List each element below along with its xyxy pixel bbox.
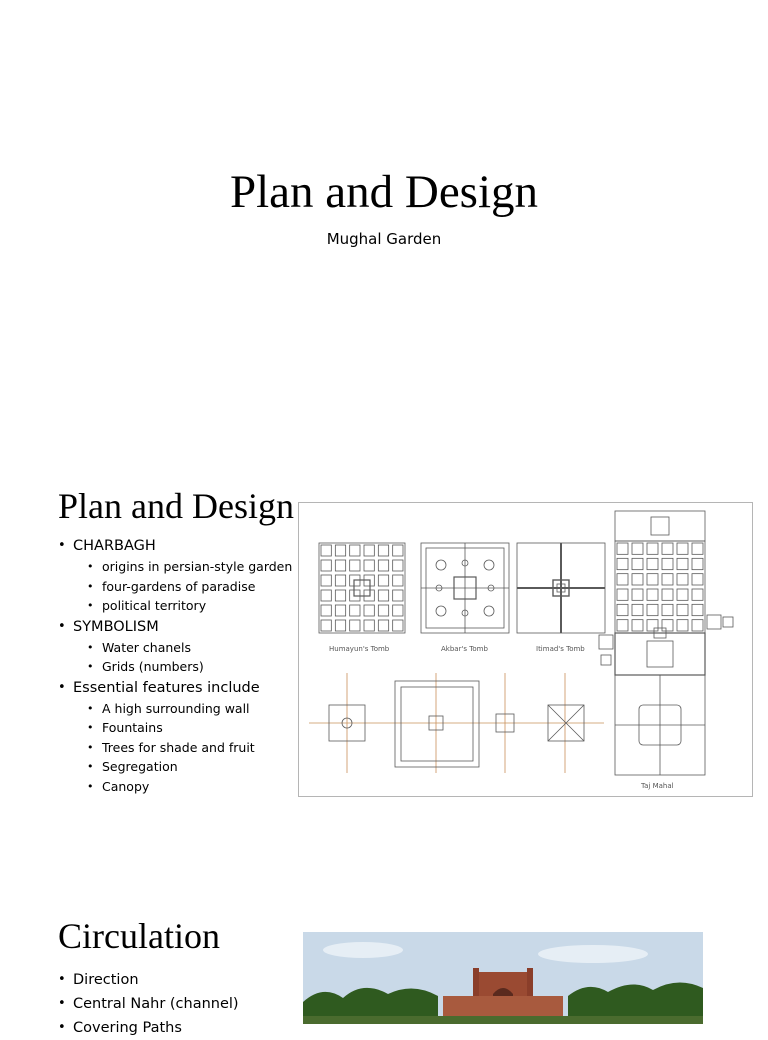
plan-grid-cell xyxy=(378,560,388,571)
plan-grid-cell xyxy=(647,620,658,631)
plan-grid-cell xyxy=(364,605,374,616)
sub-bullet-item xyxy=(87,718,292,738)
lower-plans xyxy=(309,673,604,773)
plan-grid-cell xyxy=(364,560,374,571)
sub-bullet-label: A high surrounding wall xyxy=(102,700,250,716)
plan-grid-cell xyxy=(617,604,628,615)
bullet-item xyxy=(58,968,239,992)
circulation-slide xyxy=(0,864,768,1036)
plan-grid-cell xyxy=(692,558,703,569)
plan-grid-cell xyxy=(632,604,643,615)
plan-grid-cell xyxy=(617,620,628,631)
sub-bullet-item xyxy=(87,577,292,597)
plan-grid-cell xyxy=(692,604,703,615)
plan-grid-cell xyxy=(321,620,331,631)
bullet-icon: • xyxy=(58,1020,66,1035)
taj-mahal-plan xyxy=(599,511,733,775)
plan-grid-cell xyxy=(378,590,388,601)
bullet-label: SYMBOLISM xyxy=(73,618,159,635)
plan-grid-cell xyxy=(350,620,360,631)
plan-grid-cell xyxy=(378,620,388,631)
plan-grid-cell xyxy=(617,589,628,600)
bullet-label: Direction xyxy=(73,972,139,988)
sub-bullet-list xyxy=(58,699,292,797)
sub-bullet-label: Canopy xyxy=(102,778,150,794)
bullet-icon: • xyxy=(87,599,94,612)
plan-grid-cell xyxy=(692,620,703,631)
plan-grid-cell xyxy=(677,558,688,569)
plan-grid-cell xyxy=(393,575,403,586)
plan-grid-cell xyxy=(677,589,688,600)
slide-subtitle: Mughal Garden xyxy=(326,230,442,248)
bullet-icon: • xyxy=(58,618,66,634)
slide-title: Plan and Design xyxy=(58,486,294,526)
sub-bullet-list xyxy=(58,557,292,616)
plan-design-slide xyxy=(0,432,768,864)
plan-grid-cell xyxy=(662,543,673,554)
plan-grid-cell xyxy=(677,574,688,585)
plan-grid-cell xyxy=(393,620,403,631)
plan-grid-cell xyxy=(393,590,403,601)
sub-bullet-label: Trees for shade and fruit xyxy=(102,739,255,755)
sub-bullet-item xyxy=(87,777,292,797)
sub-bullet-item xyxy=(87,757,292,777)
plan-grid-cell xyxy=(321,545,331,556)
bullet-icon: • xyxy=(58,996,66,1011)
plan-grid-cell xyxy=(378,605,388,616)
bullet-icon: • xyxy=(87,760,94,773)
plan-grid-cell xyxy=(647,574,658,585)
bullet-list xyxy=(58,968,239,1040)
plan-grid-cell xyxy=(662,558,673,569)
bullet-icon: • xyxy=(87,779,94,793)
caption-taj: Taj Mahal xyxy=(641,782,674,790)
plan-grid-cell xyxy=(335,605,345,616)
plan-grid-cell xyxy=(647,589,658,600)
garden-plans-figure xyxy=(298,502,753,797)
sub-bullet-list xyxy=(58,638,292,677)
plan-grid-cell xyxy=(364,545,374,556)
plan-grid-cell xyxy=(647,558,658,569)
sub-bullet-label: Water chanels xyxy=(102,639,191,655)
slide-title: Circulation xyxy=(58,916,220,956)
plan-grid-cell xyxy=(617,574,628,585)
plan-grid-cell xyxy=(647,543,658,554)
bullet-icon: • xyxy=(87,640,94,654)
bullet-icon: • xyxy=(87,740,94,754)
plan-grid-cell xyxy=(335,545,345,556)
bullet-item xyxy=(58,616,292,638)
plan-grid-cell xyxy=(393,560,403,571)
sub-bullet-item xyxy=(87,596,292,616)
plan-grid-cell xyxy=(632,558,643,569)
plan-grid-cell xyxy=(662,620,673,631)
plan-grid-cell xyxy=(617,543,628,554)
plan-grid-cell xyxy=(617,558,628,569)
sub-bullet-item xyxy=(87,699,292,719)
plan-grid-cell xyxy=(393,605,403,616)
bullet-item xyxy=(58,992,239,1016)
plan-grid-cell xyxy=(335,575,345,586)
bullet-icon: • xyxy=(58,972,66,987)
plan-grid-cell xyxy=(662,604,673,615)
plan-grid-cell xyxy=(692,589,703,600)
bullet-icon: • xyxy=(87,701,94,715)
plan-grid-cell xyxy=(677,620,688,631)
bullet-icon: • xyxy=(87,579,94,593)
title-slide xyxy=(0,0,768,432)
plan-grid-cell xyxy=(335,590,345,601)
plan-grid-cell xyxy=(677,543,688,554)
bullet-icon: • xyxy=(58,679,66,695)
plan-grid-cell xyxy=(632,589,643,600)
plan-grid-cell xyxy=(662,574,673,585)
sub-bullet-label: four-gardens of paradise xyxy=(102,578,256,594)
plan-grid-cell xyxy=(632,574,643,585)
gate-photo-drawing xyxy=(303,932,703,1024)
bullet-icon: • xyxy=(87,660,94,673)
akbar-tomb-plan xyxy=(421,543,509,633)
taj-gate-photo xyxy=(303,932,703,1024)
bullet-label: Essential features include xyxy=(73,679,260,696)
sub-bullet-label: Grids (numbers) xyxy=(102,659,204,674)
plan-grid-cell xyxy=(350,605,360,616)
sub-bullet-item xyxy=(87,557,292,577)
sub-bullet-item xyxy=(87,638,292,658)
caption-humayun: Humayun's Tomb xyxy=(329,645,390,653)
caption-itimad: Itimad's Tomb xyxy=(536,645,585,653)
bullet-label: Covering Paths xyxy=(73,1020,182,1036)
plan-grid-cell xyxy=(321,560,331,571)
plan-grid-cell xyxy=(335,620,345,631)
plan-grid-cell xyxy=(662,589,673,600)
bullet-icon: • xyxy=(87,721,94,734)
plan-grid-cell xyxy=(364,620,374,631)
plan-grid-cell xyxy=(335,560,345,571)
plan-grid-cell xyxy=(378,575,388,586)
plan-grid-cell xyxy=(647,604,658,615)
sub-bullet-item xyxy=(87,657,292,677)
slide-title: Plan and Design xyxy=(229,166,539,218)
plan-grid-cell xyxy=(321,590,331,601)
bullet-icon: • xyxy=(58,538,66,553)
plan-grid-cell xyxy=(350,560,360,571)
sub-bullet-label: Segregation xyxy=(102,759,178,774)
sub-bullet-label: political territory xyxy=(102,598,207,613)
plan-grid-cell xyxy=(378,545,388,556)
plan-grid-cell xyxy=(350,545,360,556)
sub-bullet-label: origins in persian-style garden xyxy=(102,559,293,574)
plan-grid-cell xyxy=(321,605,331,616)
plan-grid-cell xyxy=(321,575,331,586)
plan-grid-cell xyxy=(692,574,703,585)
humayun-tomb-plan xyxy=(319,543,405,633)
bullet-list xyxy=(58,535,292,796)
bullet-label: Central Nahr (channel) xyxy=(73,996,239,1012)
bullet-item xyxy=(58,535,292,557)
sub-bullet-label: Fountains xyxy=(102,720,163,735)
plan-grid-cell xyxy=(393,545,403,556)
bullet-item xyxy=(58,677,292,699)
caption-akbar: Akbar's Tomb xyxy=(441,645,488,653)
plan-grid-cell xyxy=(632,543,643,554)
itimad-tomb-plan xyxy=(517,543,605,633)
bullet-item xyxy=(58,1016,239,1040)
plan-grid-cell xyxy=(692,543,703,554)
bullet-label: CHARBAGH xyxy=(73,538,156,554)
sub-bullet-item xyxy=(87,738,292,758)
plan-grid-cell xyxy=(632,620,643,631)
bullet-icon: • xyxy=(87,560,94,573)
plan-grid-cell xyxy=(677,604,688,615)
